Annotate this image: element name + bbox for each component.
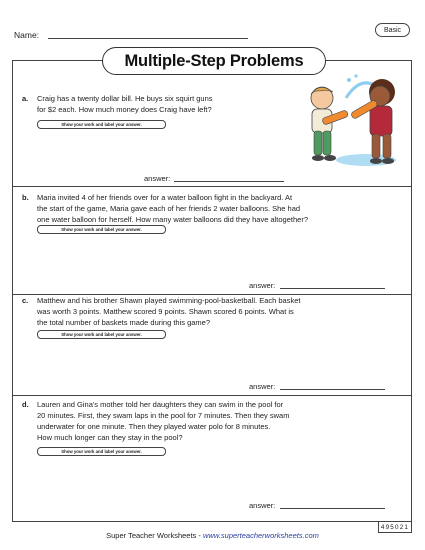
problem-d-text: [37, 399, 289, 443]
answer-line-c[interactable]: [280, 389, 385, 390]
name-label: Name:: [14, 30, 40, 40]
problem-a-line: Craig has a twenty dollar bill. He buys six squirt guns: [37, 94, 213, 103]
name-blank-line[interactable]: [48, 38, 248, 39]
problem-c-letter: c.: [22, 296, 29, 305]
footer-credit-text: Super Teacher Worksheets -: [106, 531, 203, 540]
problem-d-line: 20 minutes. First, they swam laps in the pool for 7 minutes. Then they swam: [37, 411, 290, 420]
problem-a-line: for $2 each. How much money does Craig have left?: [37, 105, 212, 114]
answer-line-b[interactable]: [280, 288, 385, 289]
show-work-badge: Show your work and label your answer.: [37, 120, 166, 129]
problem-divider: [12, 186, 412, 187]
problem-b-letter: b.: [22, 193, 29, 202]
problem-b-line: the start of the game, Maria gave each of her friends 2 water balloons. She had: [37, 204, 301, 213]
page-title: Multiple-Step Problems: [102, 47, 326, 75]
problem-c-text: [37, 295, 300, 328]
problem-c-line: the total number of baskets made during this game?: [37, 318, 211, 327]
footer-url-link[interactable]: www.superteacherworksheets.com: [202, 531, 319, 540]
problem-d-line: underwater for one minute. Then they played water polo for 8 minutes.: [37, 422, 271, 431]
answer-label: answer:: [249, 382, 276, 391]
kids-water-fight-illustration: [290, 68, 408, 176]
level-badge: Basic: [375, 23, 410, 37]
problem-b-text: [37, 192, 308, 225]
answer-label: answer:: [144, 174, 171, 183]
show-work-badge: Show your work and label your answer.: [37, 330, 166, 339]
show-work-badge: Show your work and label your answer.: [37, 225, 166, 234]
problem-d-line: How much longer can they stay in the pool?: [37, 433, 183, 442]
footer-credit: [0, 531, 425, 540]
problem-b-line: one water balloon for herself. How many water balloons did they have altogether?: [37, 215, 308, 224]
problem-divider: [12, 395, 412, 396]
problem-d-letter: d.: [22, 400, 29, 409]
problem-c-line: was worth 3 points. Matthew scored 9 points. Shawn scored 6 points. What is: [37, 307, 294, 316]
worksheet-code: 495021: [378, 521, 412, 533]
answer-line-a[interactable]: [174, 181, 284, 182]
answer-line-d[interactable]: [280, 508, 385, 509]
problem-b-line: Maria invited 4 of her friends over for a water balloon fight in the backyard. At: [37, 193, 293, 202]
show-work-badge: Show your work and label your answer.: [37, 447, 166, 456]
answer-label: answer:: [249, 281, 276, 290]
problem-d-line: Lauren and Gina's mother told her daughters they can swim in the pool for: [37, 400, 284, 409]
problem-a-letter: a.: [22, 94, 29, 103]
answer-label: answer:: [249, 501, 276, 510]
problem-c-line: Matthew and his brother Shawn played swimming-pool-basketball. Each basket: [37, 296, 301, 305]
problem-a-text: [37, 93, 213, 115]
